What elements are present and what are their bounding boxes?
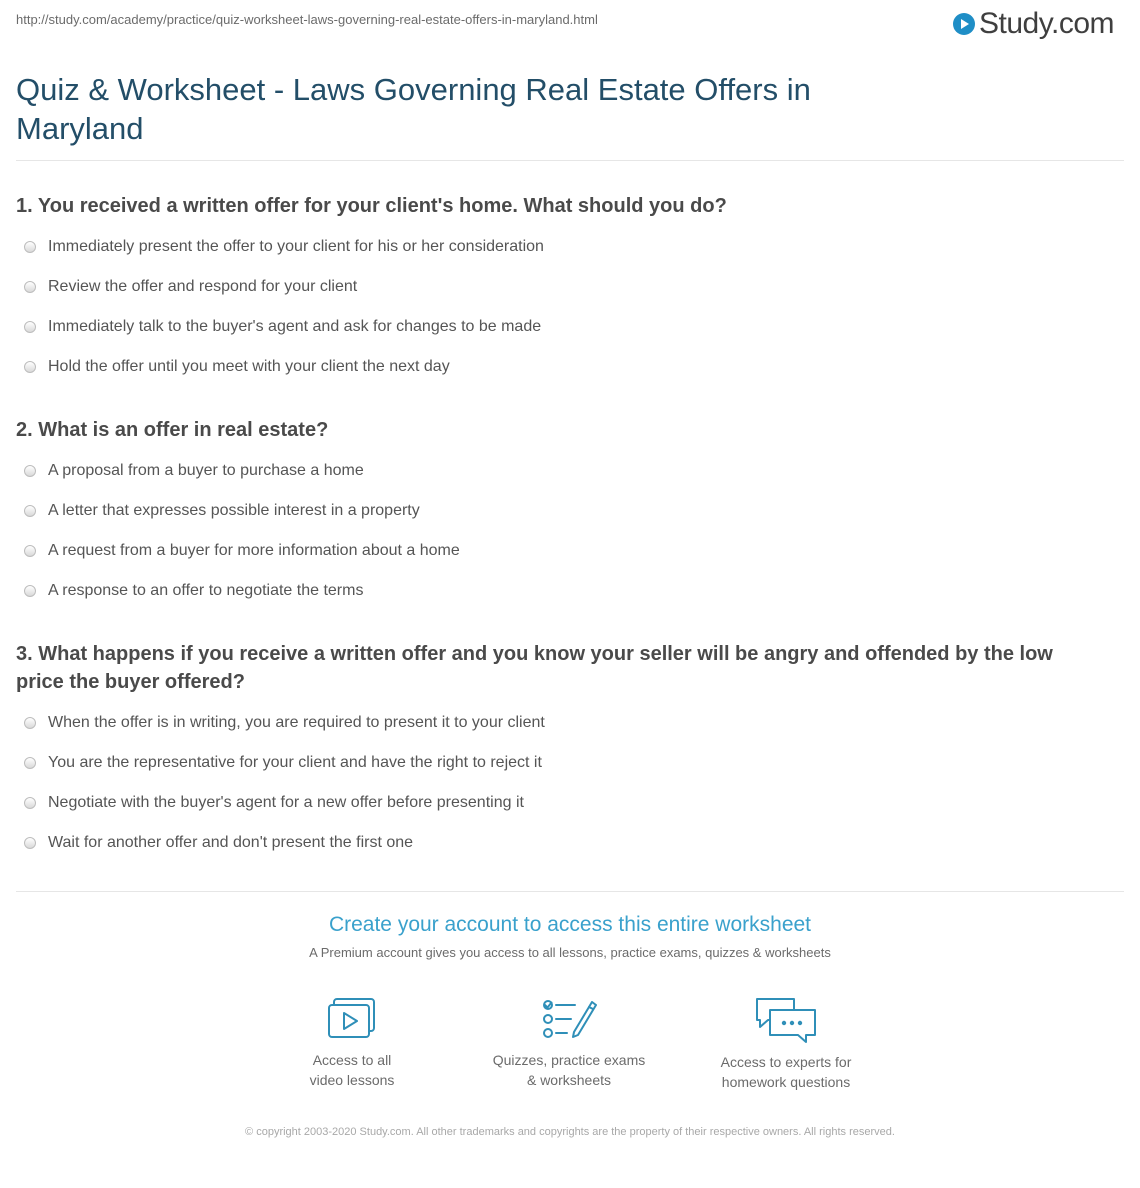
- chat-bubbles-icon: [754, 996, 818, 1044]
- radio-button[interactable]: [24, 717, 36, 729]
- question-3-option-2[interactable]: [24, 751, 542, 775]
- radio-button[interactable]: [24, 321, 36, 333]
- quiz-checklist-icon: [541, 996, 597, 1042]
- page-url: http://study.com/academy/practice/quiz-worksheet-laws-governing-real-estate-offers-in-maryland.html: [16, 12, 598, 27]
- question-3-option-4[interactable]: [24, 831, 413, 855]
- option-label: Negotiate with the buyer's agent for a new offer before presenting it: [48, 794, 524, 811]
- option-label: Review the offer and respond for your client: [48, 278, 358, 295]
- video-lessons-icon: [326, 996, 378, 1042]
- feature-experts: [686, 996, 886, 1092]
- radio-button[interactable]: [24, 837, 36, 849]
- radio-button[interactable]: [24, 281, 36, 293]
- option-label: Immediately present the offer to your client for his or her consideration: [48, 238, 544, 255]
- question-2-title: 2. What is an offer in real estate?: [16, 419, 329, 441]
- section-divider: [16, 891, 1124, 892]
- feature-video-lessons: [252, 996, 452, 1090]
- option-label: A request from a buyer for more information about a home: [48, 542, 460, 559]
- radio-button[interactable]: [24, 757, 36, 769]
- create-account-link[interactable]: Create your account to access this entire worksheet: [328, 913, 812, 936]
- feature-label: Access to all video lessons: [309, 1052, 395, 1088]
- radio-button[interactable]: [24, 797, 36, 809]
- radio-button[interactable]: [24, 241, 36, 253]
- feature-label: Quizzes, practice exams & worksheets: [492, 1052, 646, 1088]
- premium-description: A Premium account gives you access to all lessons, practice exams, quizzes & worksheets: [309, 945, 831, 960]
- question-1-title: 1. You received a written offer for your client's home. What should you do?: [16, 195, 727, 217]
- question-3-option-3[interactable]: [24, 791, 524, 815]
- question-1-option-4[interactable]: [24, 355, 450, 379]
- radio-button[interactable]: [24, 585, 36, 597]
- title-divider: [16, 160, 1124, 161]
- question-2-option-1[interactable]: [24, 459, 364, 483]
- radio-button[interactable]: [24, 505, 36, 517]
- question-1-option-2[interactable]: [24, 275, 357, 299]
- top-bar: [16, 7, 1114, 42]
- option-label: Immediately talk to the buyer's agent and ask for changes to be made: [48, 318, 542, 335]
- option-label: When the offer is in writing, you are required to present it to your client: [48, 714, 545, 731]
- study-logo[interactable]: [953, 9, 1114, 39]
- page-title: Quiz & Worksheet - Laws Governing Real Estate Offers in Maryland: [16, 72, 811, 146]
- feature-label: Access to experts for homework questions: [720, 1054, 852, 1090]
- question-2-option-4[interactable]: [24, 579, 363, 603]
- option-label: Wait for another offer and don't present the first one: [48, 834, 414, 851]
- question-2-option-2[interactable]: [24, 499, 420, 523]
- option-label: A response to an offer to negotiate the terms: [48, 582, 364, 599]
- question-2-option-3[interactable]: [24, 539, 460, 563]
- option-label: A proposal from a buyer to purchase a home: [48, 462, 364, 479]
- question-1-option-1[interactable]: [24, 235, 544, 259]
- option-label: Hold the offer until you meet with your client the next day: [48, 358, 450, 375]
- question-3-option-1[interactable]: [24, 711, 545, 735]
- radio-button[interactable]: [24, 465, 36, 477]
- radio-button[interactable]: [24, 545, 36, 557]
- option-label: You are the representative for your client and have the right to reject it: [48, 754, 542, 771]
- play-circle-icon: [953, 13, 975, 35]
- option-label: A letter that expresses possible interest in a property: [48, 502, 420, 519]
- question-1-option-3[interactable]: [24, 315, 541, 339]
- feature-quizzes: [469, 996, 669, 1090]
- question-3-title: 3. What happens if you receive a written offer and you know your seller will be angry and offended by the low price the buyer offered?: [16, 643, 1053, 693]
- copyright-footer: © copyright 2003-2020 Study.com. All other trademarks and copyrights are the property of their respective owners. All rights reserved.: [245, 1126, 895, 1138]
- radio-button[interactable]: [24, 361, 36, 373]
- logo-text: Study.com: [979, 7, 1114, 40]
